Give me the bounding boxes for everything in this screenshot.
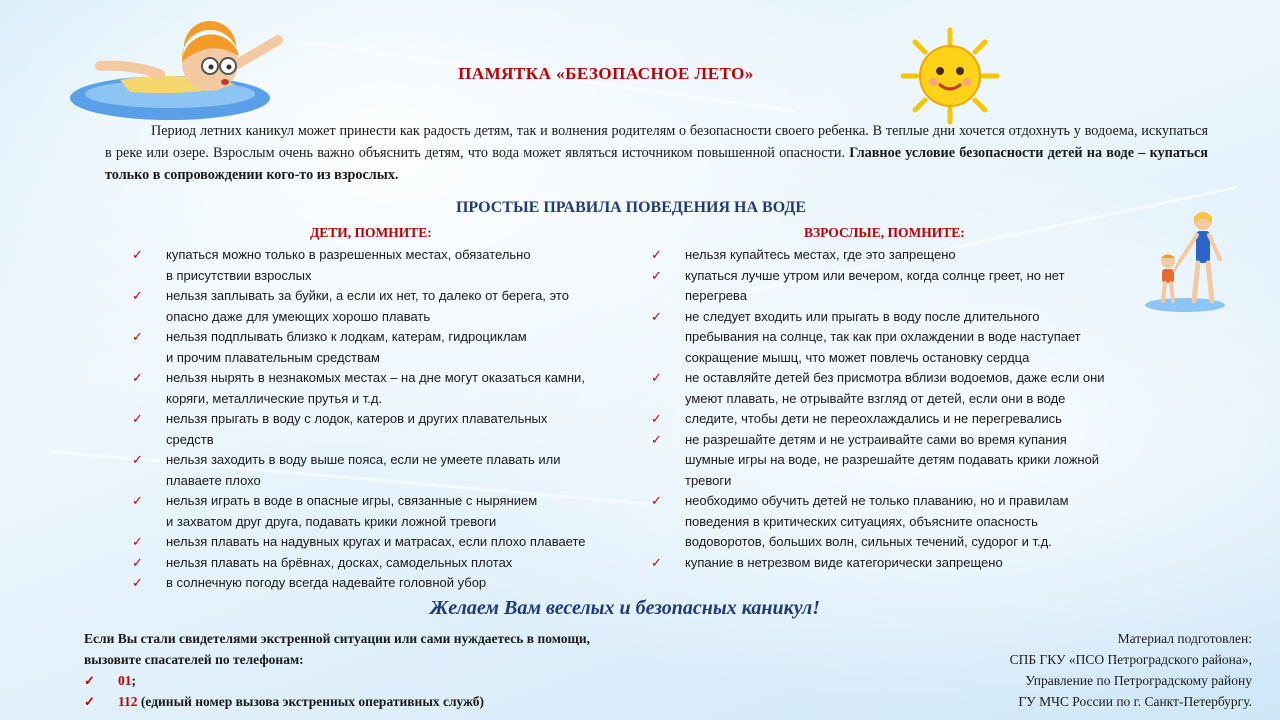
rule-text-line: коряги, металлические прутья и т.д. bbox=[166, 390, 383, 406]
rule-item bbox=[132, 409, 642, 450]
phone-number: 01 bbox=[118, 673, 132, 688]
rule-text-line: не следует входить или прыгать в воду после длительного bbox=[685, 308, 1040, 324]
checkmark-icon: ✓ bbox=[84, 694, 95, 709]
phone-item bbox=[84, 670, 590, 691]
prepared-by-line: ГУ МЧС России по г. Санкт-Петербургу. bbox=[1018, 694, 1252, 709]
page-title: ПАМЯТКА «БЕЗОПАСНОЕ ЛЕТО» bbox=[458, 64, 754, 83]
adults-heading: ВЗРОСЛЫЕ, ПОМНИТЕ: bbox=[804, 225, 965, 240]
checkmark-icon: ✓ bbox=[132, 452, 143, 467]
checkmark-icon: ✓ bbox=[132, 411, 143, 426]
wish-message: Желаем Вам веселых и безопасных каникул! bbox=[429, 597, 821, 619]
rule-text-line: пребывания на солнце, так как при охлаждении в воде наступает bbox=[685, 329, 1081, 344]
checkmark-icon: ✓ bbox=[84, 673, 95, 688]
rule-text-line: нельзя плавать на надувных кругах и матрасах, если плохо плаваете bbox=[166, 534, 586, 549]
checkmark-icon: ✓ bbox=[132, 554, 143, 570]
rule-text-line: купаться можно только в разрешенных местах, обязательно bbox=[166, 247, 531, 262]
rule-item bbox=[651, 307, 1161, 369]
rule-text-line: нельзя заходить в воду выше пояса, если не умеете плавать или bbox=[166, 452, 561, 467]
phone-description: (единый номер вызова экстренных оперативных служб) bbox=[137, 694, 484, 709]
rule-text-line: тревоги bbox=[685, 472, 732, 488]
checkmark-icon: ✓ bbox=[651, 431, 662, 447]
checkmark-icon: ✓ bbox=[132, 370, 143, 385]
rule-text-line: средств bbox=[166, 431, 214, 447]
checkmark-icon: ✓ bbox=[132, 247, 143, 262]
rule-text-line: сокращение мышц, что может повлечь остановку сердца bbox=[685, 349, 1030, 365]
rule-item bbox=[132, 327, 642, 368]
rule-text-line: купаться лучше утром или вечером, когда солнце греет, но нет bbox=[685, 267, 1065, 283]
rule-item bbox=[651, 245, 1161, 266]
checkmark-icon: ✓ bbox=[132, 288, 143, 303]
rule-item bbox=[132, 532, 642, 553]
rule-text-line: купание в нетрезвом виде категорически запрещено bbox=[685, 554, 1003, 570]
rule-text-line: водоворотов, больших волн, сильных течений, судорог и т.д. bbox=[685, 534, 1052, 549]
rule-text-line: необходимо обучить детей не только плаванию, но и правилам bbox=[685, 493, 1069, 508]
checkmark-icon: ✓ bbox=[651, 267, 662, 283]
rule-item bbox=[651, 430, 1161, 492]
rule-item bbox=[132, 553, 642, 574]
rule-text-line: нельзя нырять в незнакомых местах – на дне могут оказаться камни, bbox=[166, 370, 585, 385]
rule-text-line: перегрева bbox=[685, 288, 747, 303]
rule-text-line: не оставляйте детей без присмотра вблизи водоемов, даже если они bbox=[685, 370, 1105, 385]
rule-text-line: в солнечную погоду всегда надевайте головной убор bbox=[166, 575, 487, 590]
checkmark-icon: ✓ bbox=[132, 493, 143, 508]
rule-item bbox=[651, 491, 1161, 553]
prepared-by-line: Материал подготовлен: bbox=[1117, 631, 1252, 646]
rule-item bbox=[132, 245, 642, 286]
emergency-line-1: Если Вы стали свидетелями экстренной ситуации или сами нуждаетесь в помощи, bbox=[84, 631, 591, 646]
checkmark-icon: ✓ bbox=[651, 370, 662, 385]
intro-bold-text: Главное условие безопасности детей на воде – купаться только в сопровождении кого-то из взрослых. bbox=[105, 145, 1208, 183]
rule-text-line: не разрешайте детям и не устраивайте сами во время купания bbox=[685, 431, 1067, 447]
checkmark-icon: ✓ bbox=[132, 534, 143, 549]
rule-text-line: в присутствии взрослых bbox=[166, 267, 312, 283]
checkmark-icon: ✓ bbox=[651, 308, 662, 324]
rule-item bbox=[651, 368, 1161, 409]
phone-number: 112 bbox=[118, 694, 138, 709]
rule-item bbox=[132, 368, 642, 409]
adults-rules-list bbox=[651, 245, 1161, 573]
checkmark-icon: ✓ bbox=[651, 411, 662, 426]
checkmark-icon: ✓ bbox=[651, 554, 662, 570]
prepared-by bbox=[1010, 628, 1252, 712]
phone-description: ; bbox=[131, 673, 136, 688]
checkmark-icon: ✓ bbox=[132, 575, 143, 590]
rule-item bbox=[132, 491, 642, 532]
prepared-by-line: Управление по Петроградскому району bbox=[1025, 673, 1252, 688]
rule-item bbox=[132, 450, 642, 491]
rule-item bbox=[651, 553, 1161, 574]
rule-text-line: поведения в критических ситуациях, объясните опасность bbox=[685, 513, 1038, 529]
rule-text-line: и захватом друг друга, подавать крики ложной тревоги bbox=[166, 513, 497, 529]
rule-text-line: нельзя заплывать за буйки, а если их нет, то далеко от берега, это bbox=[166, 288, 569, 303]
rule-item bbox=[651, 266, 1161, 307]
rule-text-line: следите, чтобы дети не переохлаждались и не перегревались bbox=[685, 411, 1062, 426]
intro-paragraph bbox=[105, 120, 1208, 186]
emergency-line-2: вызовите спасателей по телефонам: bbox=[84, 652, 304, 667]
checkmark-icon: ✓ bbox=[651, 493, 662, 508]
checkmark-icon: ✓ bbox=[132, 329, 143, 344]
prepared-by-line: СПБ ГКУ «ПСО Петроградского района», bbox=[1009, 652, 1252, 667]
checkmark-icon: ✓ bbox=[651, 247, 662, 262]
rule-item bbox=[651, 409, 1161, 430]
rule-text-line: нельзя подплывать близко к лодкам, катерам, гидроциклам bbox=[166, 329, 527, 344]
children-heading: ДЕТИ, ПОМНИТЕ: bbox=[310, 225, 432, 240]
rule-text-line: нельзя купайтесь местах, где это запрещено bbox=[685, 247, 956, 262]
rule-text-line: плаваете плохо bbox=[166, 472, 261, 488]
phone-item bbox=[84, 691, 590, 712]
rule-item bbox=[132, 573, 642, 594]
rule-text-line: шумные игры на воде, не разрешайте детям подавать крики ложной bbox=[685, 452, 1100, 467]
rule-text-line: опасно даже для умеющих хорошо плавать bbox=[166, 308, 431, 324]
emergency-info bbox=[84, 628, 590, 712]
rules-subtitle: ПРОСТЫЕ ПРАВИЛА ПОВЕДЕНИЯ НА ВОДЕ bbox=[455, 199, 807, 216]
rule-text-line: умеют плавать, не отрывайте взгляд от детей, если они в воде bbox=[685, 390, 1066, 406]
rule-text-line: нельзя играть в воде в опасные игры, связанные с нырянием bbox=[166, 493, 538, 508]
children-rules-list bbox=[132, 245, 642, 594]
rule-text-line: нельзя прыгать в воду с лодок, катеров и других плавательных bbox=[166, 411, 548, 426]
rule-text-line: нельзя плавать на брёвнах, досках, самодельных плотах bbox=[166, 554, 513, 570]
intro-text: Период летних каникул может принести как радость детям, так и волнения родителям о безопасности своего ребенка. В теплые дни хочется отдохнуть у водоема, искупаться в реке или озере. Взрослым очень важно объяснить детям, что вода может являться источником повышенной опасности. bbox=[105, 123, 1208, 161]
rule-text-line: и прочим плавательным средствам bbox=[166, 349, 380, 365]
rule-item bbox=[132, 286, 642, 327]
